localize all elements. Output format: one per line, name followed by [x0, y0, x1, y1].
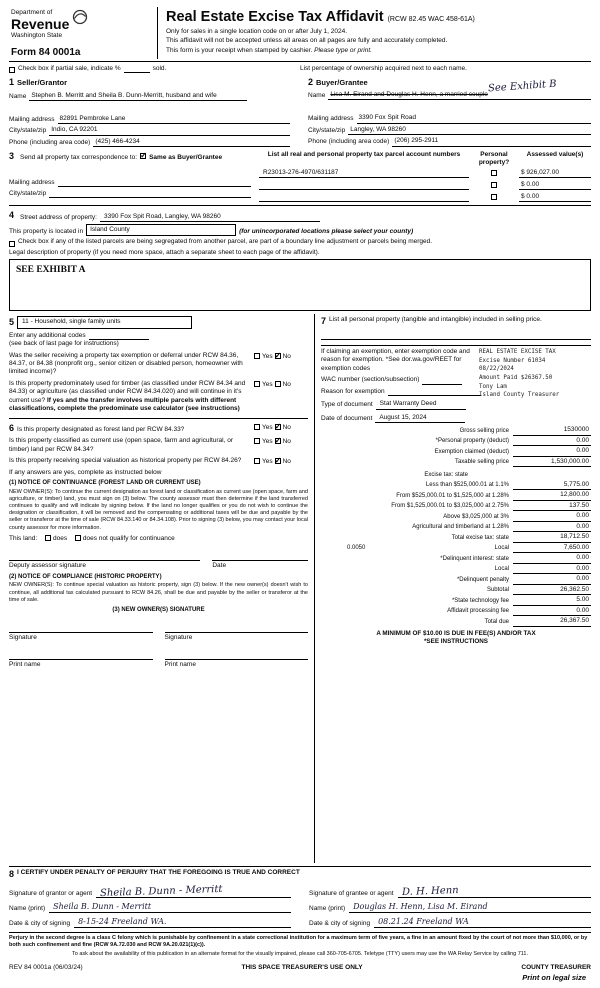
grantee-date-city-field[interactable]: [374, 918, 591, 928]
rev-number: REV 84 0001a (06/03/24): [9, 963, 83, 971]
street-address-label: Street address of property:: [20, 213, 97, 221]
dor-logo-icon: [72, 9, 88, 25]
total-excise-state-row: Total excise tax: state 18,712.50: [451, 533, 589, 541]
grantor-date-city-label: Date & city of signing: [9, 919, 71, 927]
notice1-text: NEW OWNER(S): To continue the current designation as forest land or classification as current use (open space, farm and agriculture, or timber) land, you must sign on (3) below. The county assessor must then determine if the land transferred continues to qualify and will indicate by signing below. If the land no longer qualifies or you do not wish to continue the designation or classification, it will be removed and the compensating or additional taxes will be due and payable by the seller or transferor at the time of sale (RCW 84.33.140 or 84.34.108). Prior to signing (3) below, you may contact your local county assessor for more information.: [9, 488, 308, 531]
doc-date-value[interactable]: August 15, 2024: [375, 414, 465, 423]
treasurer-stamp: [479, 348, 591, 400]
same-as-buyer-label: Same as Buyer/Grantee: [149, 154, 223, 162]
buyer-heading: Buyer/Grantee: [316, 78, 368, 88]
does-checkbox[interactable]: [45, 535, 51, 541]
state-technology-fee-value[interactable]: 5.00: [513, 596, 591, 605]
revenue-wordmark: Revenue: [11, 16, 70, 33]
personal-property-deduct-row: *Personal property (deduct) 0.00: [435, 436, 589, 445]
partial-sale-row: [9, 62, 591, 75]
parcel-row-2: [259, 178, 591, 190]
agricultural-timberland-value[interactable]: 0.00: [513, 523, 591, 532]
reason-exemption-input[interactable]: [388, 388, 481, 396]
buyer-phone-value[interactable]: (206) 295-2911: [392, 137, 591, 146]
section-1-number: 1: [9, 77, 15, 88]
print-name-label-2: Print name: [164, 661, 196, 669]
see-instructions-note: *SEE INSTRUCTIONS: [423, 637, 489, 645]
agricultural-timberland-row: Agricultural and timberland at 1.28% 0.00: [412, 522, 589, 531]
exemption-claimed-row: Exemption claimed (deduct) 0.00: [434, 447, 589, 455]
deputy-date-label: Date: [212, 562, 227, 570]
affidavit-processing-fee-row: Affidavit processing fee 0.00: [447, 606, 589, 615]
no-label: No: [282, 423, 291, 431]
tier2-value[interactable]: 12,800.00: [513, 491, 591, 500]
department-of-label: Department of: [11, 9, 53, 16]
seller-phone-label: Phone (including area code): [9, 138, 91, 146]
exemption-question: Was the seller receiving a property tax exemption or deferral under RCW 84.36, 84.37, or 84.38 (nonprofit org., senior citizen or disabled person, homeowner with limited income)?: [9, 351, 243, 376]
tax-computation-table: [321, 425, 591, 627]
seller-city-value[interactable]: Indio, CA 92201: [49, 126, 290, 135]
timber-question-row: [9, 380, 308, 414]
personal-property-checkbox-3[interactable]: [491, 194, 497, 200]
assessed-value-3[interactable]: $ 0.00: [519, 193, 591, 202]
grantee-name-print-handwriting: Douglas H. Henn, Lisa M. Eirand: [353, 901, 488, 911]
grantor-date-city-field[interactable]: [74, 918, 291, 928]
page-footer: [9, 932, 591, 984]
grantor-name-print-field[interactable]: [49, 903, 291, 913]
gross-selling-price-label: Gross selling price: [459, 427, 509, 434]
delinquent-interest-local-value[interactable]: 0.00: [513, 565, 591, 574]
partial-percent-input[interactable]: [124, 65, 150, 73]
gross-selling-price-row: [321, 425, 591, 436]
ownership-percentage-note: List percentage of ownership acquired next to each name.: [300, 64, 467, 72]
deputy-assessor-label: Deputy assessor signature: [9, 562, 86, 570]
property-location-section: [9, 205, 591, 311]
exemption-no-checkbox[interactable]: [275, 353, 281, 359]
stamp-title: REAL ESTATE EXCISE TAX: [479, 348, 556, 355]
header-note-2: This affidavit will not be accepted unless all areas on all pages are fully and accurately completed.: [166, 37, 448, 45]
segregated-checkbox[interactable]: [9, 241, 15, 247]
rcw-reference: (RCW 82.45 WAC 458-61A): [387, 16, 475, 23]
personal-property-header: Personal property?: [478, 151, 510, 166]
no-label: No: [282, 458, 291, 466]
grantor-signature-label: Signature of grantor or agent: [9, 889, 93, 897]
total-excise-state-value[interactable]: 18,712.50: [513, 533, 591, 542]
assessed-values-header: Assessed value(s): [526, 151, 584, 159]
no-label: No: [282, 438, 291, 446]
new-owner-signature-line-1[interactable]: [9, 624, 153, 633]
personal-property-checkbox-2[interactable]: [491, 182, 497, 188]
legal-description-value: SEE EXHIBIT A: [16, 265, 86, 276]
personal-property-checkbox-1[interactable]: [491, 170, 497, 176]
deputy-date-line[interactable]: [212, 552, 308, 561]
current-use-no-checkbox[interactable]: [275, 438, 281, 444]
stamp-excise-number: Excise Number 61034: [479, 357, 546, 364]
buyer-city-label: City/state/zip: [308, 126, 346, 134]
seller-mailing-label: Mailing address: [9, 116, 55, 123]
tier4-row: Above $3,025,000 at 3% 0.00: [443, 512, 589, 520]
grantor-name-print-handwriting: Sheila B. Dunn - Merritt: [53, 901, 152, 911]
reason-exemption-label: Reason for exemption: [321, 387, 385, 395]
seller-name-label: Name: [9, 92, 27, 100]
timber-yes-checkbox[interactable]: [254, 381, 260, 387]
seller-heading: Seller/Grantor: [17, 78, 68, 88]
county-select[interactable]: Island County: [86, 224, 236, 236]
notice2-text: NEW OWNER(S): To continue special valuation as historic property, sign (3) below. If the new owner(s) doesn't wish to continue, all additional tax calculated pursuant to RCW 84.26, shall be due and payable by the seller or transferor at the time of sale.: [9, 582, 308, 603]
parcel-table: [259, 151, 591, 202]
parcel-number-3[interactable]: [259, 201, 469, 202]
wac-number-input[interactable]: [422, 377, 462, 385]
seller-name-value[interactable]: Stephen B. Merritt and Sheila B. Dunn-Merritt, husband and wife: [29, 91, 247, 101]
partial-sale-label: Check box if partial sale, indicate %: [18, 64, 121, 72]
segregated-label: Check box if any of the listed parcels are being segregated from another parcel, are part of a boundary line adjustment or parcels being merged.: [18, 238, 433, 246]
parcel-numbers-header: List all real and personal property tax parcel account numbers: [267, 151, 461, 159]
section-8-number: 8: [9, 869, 15, 880]
partial-sale-checkbox[interactable]: [9, 67, 15, 73]
forest-question: Is this property designated as forest land per RCW 84.33?: [17, 425, 185, 433]
delinquent-interest-state-row: *Delinquent interest: state 0.00: [440, 554, 589, 562]
yes-label: Yes: [262, 423, 273, 431]
print-legal-size-note: Print on legal size: [522, 973, 586, 983]
land-qualify-row: [9, 535, 308, 543]
grantee-signature-handwriting: D. H. Henn: [401, 885, 459, 899]
title-block: [157, 7, 591, 59]
does-not-checkbox[interactable]: [75, 535, 81, 541]
tax-section: [315, 314, 591, 863]
timber-question-bold: If yes and the transfer involves multiple parcels with different classifications, complete the predominate use calculator (see instructions): [9, 396, 240, 413]
legal-description-box[interactable]: [9, 259, 591, 311]
exemption-yes-checkbox[interactable]: [254, 353, 260, 359]
grantor-date-city-handwriting: 8-15-24 Freeland WA.: [78, 916, 167, 926]
doc-type-value[interactable]: Stat Warranty Deed: [376, 400, 466, 409]
personal-property-intro: List all personal property (tangible and intangible) included in selling price.: [329, 316, 542, 324]
exemption-block: [321, 345, 591, 423]
section-5-number: 5: [9, 316, 15, 327]
total-due-row: Total due 26,367.50: [484, 617, 589, 625]
perjury-notice: Perjury in the second degree is a class C felony which is punishable by confinement in a state correctional institution for a maximum term of five years, a fine in an amount fixed by the court of not more than $10,000, or by both such confinement and fine (RCW 9A.72.030 and RCW 9A.20.021(1)(c)).: [9, 935, 588, 949]
located-in-label: This property is located in: [9, 227, 84, 235]
buyer-mailing-value[interactable]: 3390 Fox Spit Road: [357, 114, 591, 123]
forest-no-checkbox[interactable]: [275, 424, 281, 430]
historic-no-checkbox[interactable]: [275, 458, 281, 464]
tier3-value[interactable]: 137.50: [513, 502, 591, 511]
grantor-signature-handwriting: Sheila B. Dunn - Merritt: [99, 884, 223, 900]
minimum-due-note: A MINIMUM OF $10.00 IS DUE IN FEE(S) AND/OR TAX: [376, 629, 536, 637]
tier1-value[interactable]: 5,775.00: [513, 481, 591, 490]
main-columns: [9, 314, 591, 863]
grantee-signature-block: [309, 883, 591, 928]
new-owner-signature-line-2[interactable]: [165, 624, 309, 633]
timber-question: Is this property predominately used for timber (as classified under RCW 84.34 and 84.33) or agriculture (as classified under RCW 84.34.020) and will continue in it's current use?: [9, 379, 246, 404]
seller-city-label: City/state/zip: [9, 127, 47, 135]
does-not-label: does not qualify for continuance: [82, 534, 175, 542]
street-address-value[interactable]: 3390 Fox Spit Road, Langley, WA 98260: [100, 213, 320, 222]
personal-property-input-line[interactable]: [321, 331, 591, 340]
section-7-number: 7: [321, 316, 327, 327]
yes-label: Yes: [262, 352, 273, 360]
grantee-date-city-label: Date & city of signing: [309, 919, 371, 927]
header-note-1: Only for sales in a single location code on or after July 1, 2024.: [166, 27, 348, 35]
buyer-mailing-label: Mailing address: [308, 115, 354, 123]
header-note-3: This form is your receipt when stamped by cashier. Please type or print.: [166, 46, 372, 54]
buyer-name-value[interactable]: [328, 91, 591, 100]
form-number: Form 84 0001a: [11, 46, 81, 58]
grantee-date-city-handwriting: 08.21.24 Freeland WA: [378, 916, 469, 926]
subtotal-value[interactable]: 26,362.50: [513, 586, 591, 595]
county-note: (for unincorporated locations please select your county): [239, 227, 414, 235]
local-rate-value: 0.0050: [347, 545, 366, 552]
land-use-code-box[interactable]: 11 - Household, single family units: [17, 316, 192, 328]
parties-section: [9, 75, 591, 150]
correspondence-mailing-label: Mailing address: [9, 178, 55, 186]
parcel-number-2[interactable]: [259, 189, 469, 190]
seller-section: [9, 76, 300, 147]
no-label: No: [282, 352, 291, 360]
excise-tax-state-heading: Excise tax: state: [424, 471, 468, 478]
notice1-title: (1) NOTICE OF CONTINUANCE (FOREST LAND OR CURRENT USE): [9, 480, 201, 487]
historic-question-row: [9, 457, 308, 466]
current-use-question-row: [9, 437, 308, 454]
tier4-value[interactable]: 0.00: [513, 512, 591, 521]
delinquent-penalty-value[interactable]: 0.00: [513, 575, 591, 584]
assessed-value-1[interactable]: $ 926,027.00: [519, 169, 591, 178]
exemption-note: If claiming an exemption, enter exemption code and reason for exemption. *See dor.wa.gov/REET for exemption codes: [321, 347, 470, 372]
signature-label-1: Signature: [9, 633, 37, 641]
this-land-label: This land:: [9, 534, 38, 542]
current-use-yes-checkbox[interactable]: [254, 438, 260, 444]
delinquent-interest-state-value[interactable]: 0.00: [513, 554, 591, 563]
personal-property-deduct-value[interactable]: 0.00: [513, 437, 591, 446]
grantee-name-print-label: Name (print): [309, 904, 346, 912]
parcel-number-1[interactable]: R23013-276-4970/631187: [259, 169, 469, 178]
parcel-row-3: [259, 190, 591, 202]
correspondence-mailing-input[interactable]: [58, 178, 251, 187]
alternate-format-notice: To ask about the availability of this publication in an alternate format for the visually impaired, please call 360-705-6705. Teletype (TTY) users may use the WA Relay Service by calling 711.: [71, 951, 529, 958]
tier1-row: Less than $525,000.01 at 1.1% 5,775.00: [425, 480, 589, 489]
yes-label: Yes: [262, 458, 273, 466]
seller-mailing-value[interactable]: 82891 Pembroke Lane: [58, 115, 290, 124]
historic-yes-checkbox[interactable]: [254, 458, 260, 464]
correspondence-section: [9, 151, 591, 202]
sold-label: sold.: [152, 64, 167, 72]
current-use-question: Is this property classified as current use (open space, farm and agricultural, or timber) land per RCW 84.34?: [9, 437, 233, 453]
stamp-date: 08/22/2024: [479, 366, 514, 373]
doc-type-label: Type of document: [321, 401, 373, 409]
grantor-name-print-label: Name (print): [9, 904, 46, 912]
notice2-title: (2) NOTICE OF COMPLIANCE (HISTORIC PROPERTY): [9, 573, 162, 580]
treasurer-space-label: THIS SPACE TREASURER'S USE ONLY: [241, 963, 363, 971]
buyer-phone-label: Phone (including area code): [308, 138, 390, 146]
taxable-selling-price-row: Taxable selling price 1,530,000.00: [454, 457, 589, 466]
delinquent-interest-local-row: Local 0.00: [494, 564, 589, 573]
buyer-city-value[interactable]: Langley, WA 98260: [348, 126, 591, 135]
new-owner-print-line-1[interactable]: [9, 651, 153, 660]
additional-codes-label: Enter any additional codes: [9, 331, 86, 339]
total-due-value[interactable]: 26,367.50: [513, 617, 591, 626]
forest-yes-checkbox[interactable]: [254, 424, 260, 430]
certification-section: [9, 866, 591, 928]
section-6-number: 6: [9, 422, 15, 433]
form-header: [9, 7, 591, 62]
gross-selling-price-value[interactable]: 1530000: [513, 426, 591, 435]
print-name-label-1: Print name: [9, 661, 41, 669]
additional-codes-input[interactable]: [89, 332, 149, 340]
local-tax-value[interactable]: 7,650.00: [513, 544, 591, 553]
legal-description-label: Legal description of property (if you need more space, attach a separate sheet to each page of the affidavit).: [9, 248, 320, 256]
correspondence-city-label: City/state/zip: [9, 189, 47, 197]
send-correspondence-label: Send all property tax correspondence to:: [20, 154, 138, 162]
certify-heading: I CERTIFY UNDER PENALTY OF PERJURY THAT THE FOREGOING IS TRUE AND CORRECT: [17, 869, 300, 877]
county-treasurer-label: COUNTY TREASURER: [521, 963, 591, 971]
grantor-signature-field[interactable]: [96, 884, 291, 900]
left-column: [9, 314, 315, 863]
grantor-signature-block: [9, 883, 291, 928]
subtotal-row: Subtotal 26,362.50: [486, 585, 589, 594]
washington-state-label: Washington State: [11, 32, 63, 40]
timber-no-checkbox[interactable]: [275, 381, 281, 387]
grantee-signature-field[interactable]: [398, 885, 591, 899]
section-3-number: 3: [9, 151, 15, 162]
tier3-row: From $1,525,000.01 to $3,025,000 at 2.75% 137.50: [391, 501, 589, 510]
does-label: does: [53, 534, 68, 542]
seller-phone-value[interactable]: (425) 466-4234: [93, 138, 290, 147]
stamp-amount-paid: Amount Paid $26367.50: [479, 375, 553, 381]
yes-label: Yes: [262, 380, 273, 388]
delinquent-penalty-row: *Delinquent penalty 0.00: [456, 575, 589, 583]
signature-label-2: Signature: [164, 633, 193, 641]
page-title: Real Estate Excise Tax Affidavit: [166, 9, 384, 25]
dor-logo-block: [9, 7, 157, 59]
no-label: No: [282, 380, 291, 388]
historic-question: Is this property receiving special valuation as historical property per RCW 84.26?: [9, 457, 242, 465]
section-2-number: 2: [308, 77, 314, 88]
deputy-assessor-signature-line[interactable]: [9, 552, 200, 561]
forest-question-row: [9, 423, 308, 435]
buyer-section: [300, 76, 591, 147]
buyer-name-label: Name: [308, 92, 326, 99]
correspondence-city-input[interactable]: [49, 189, 251, 198]
section-4-number: 4: [9, 210, 15, 221]
affidavit-processing-fee-value[interactable]: 0.00: [513, 607, 591, 616]
assessed-value-2[interactable]: $ 0.00: [519, 181, 591, 190]
tier2-row: From $525,000.01 to $1,525,000 at 1.28% 12,800.00: [396, 491, 589, 499]
parcel-row-1: [259, 166, 591, 178]
state-technology-fee-row: *State technology fee 5.00: [451, 596, 589, 604]
buyer-name-struck-text: Lisa M. Eirand and Douglas H. Henn, a married couple: [330, 91, 488, 98]
see-exhibit-b-handwriting: See Exhibit B: [488, 78, 558, 95]
same-as-buyer-checkbox[interactable]: [140, 153, 146, 159]
local-tax-row: 0.0050 Local 7,650.00: [321, 543, 591, 554]
stamp-cashier-name: Tony Lam: [479, 383, 507, 390]
wac-number-label: WAC number (section/subsection): [321, 376, 420, 384]
designation-section: [9, 418, 308, 670]
stamp-treasurer-name: Island County Treasurer: [479, 392, 560, 399]
taxable-selling-price-value[interactable]: 1,530,000.00: [513, 458, 591, 467]
grantee-signature-label: Signature of grantee or agent: [309, 889, 394, 897]
yes-label: Yes: [262, 438, 273, 446]
new-owner-print-line-2[interactable]: [165, 651, 309, 660]
exemption-claimed-value[interactable]: 0.00: [513, 447, 591, 456]
if-yes-instruction: If any answers are yes, complete as instructed below: [9, 468, 162, 476]
additional-codes-note: (see back of last page for instructions): [9, 340, 119, 348]
notice3-title: (3) NEW OWNER(S) SIGNATURE: [112, 606, 205, 613]
grantee-name-print-field[interactable]: [349, 903, 591, 913]
exemption-question-row: [9, 352, 308, 377]
doc-date-label: Date of document: [321, 414, 373, 422]
